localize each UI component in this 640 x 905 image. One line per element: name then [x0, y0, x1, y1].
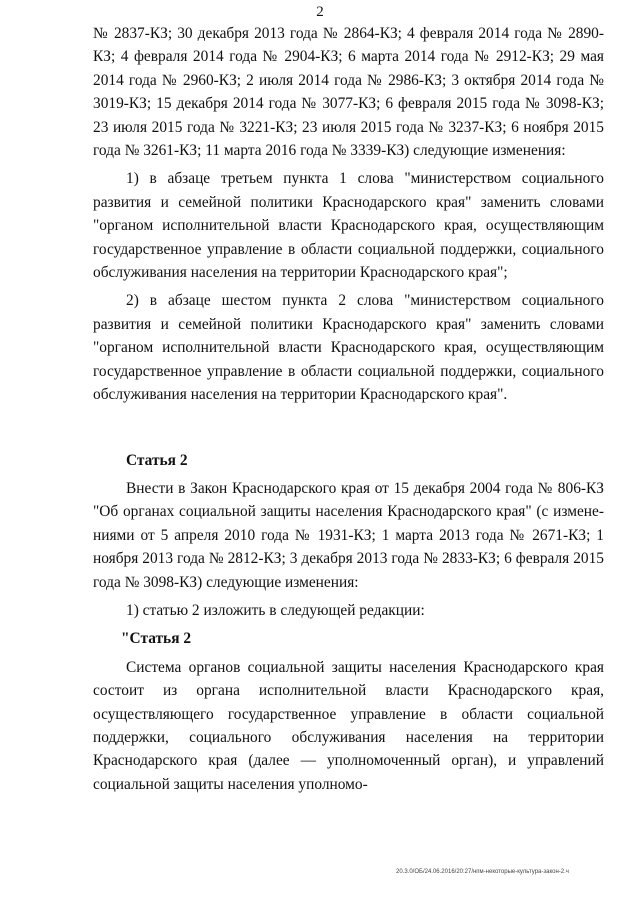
page-number: 2 [316, 4, 324, 20]
paragraph-item-1: 1) в абзаце третьем пункта 1 слова "министерством социального развития и семейной политики Краснодарского края" заменить словами "органом исполнительной власти Краснодарского края, осуществляющим государственное управление в области социальной поддержки, социального обслуживания населения на территории Краснодарского края"; [93, 170, 604, 282]
quoted-article-heading: "Статья 2 [121, 630, 192, 648]
paragraph-article-2-intro: Внести в Закон Краснодарского края от 15 декабря 2004 года № 806-КЗ "Об органах социальной защиты населения Краснодарского края" (с изменениями от 5 апреля 2010 года № 1931-КЗ; 1 марта 2013 года № 2671-КЗ; 1 ноября 2013 года № 2812-КЗ; 3 декабря 2013 года № 2833-КЗ; 6 февраля 2015 года № 3098-КЗ) следующие изменения: [93, 479, 604, 591]
paragraph-quoted-article-text: Система органов социальной защиты населения Краснодарского края состоит из органа исполнительной власти Краснодарского края, осуществляющего государственное управление в области социальной поддержки, социального обслуживания населения на территории Краснодарского края (далее — уполномоченный орган), и управлений социальной защиты населения уполномо- [93, 658, 604, 793]
footer-file-code: 20.3.0/ОБ/24.06.2016/20:27/нпм-некоторые-культура-закон-2.ч [396, 869, 569, 875]
document-body [93, 22, 604, 796]
paragraph-article-2-item-1: 1) статью 2 изложить в следующей редакции: [126, 601, 425, 619]
paragraph-item-2: 2) в абзаце шестом пункта 2 слова "министерством социального развития и семейной политики Краснодарского края" заменить словами "органом исполнительной власти Краснодарского края, осуществляющим государственное управление в области социальной поддержки, социального обслуживания населения на территории Краснодарского края". [93, 292, 604, 404]
article-2-heading: Статья 2 [126, 451, 188, 469]
paragraph-amendment-list: № 2837-КЗ; 30 декабря 2013 года № 2864-КЗ; 4 февраля 2014 года № 2890-КЗ; 4 февраля 2014 года № 2904-КЗ; 6 марта 2014 года № 2912-КЗ; 29 мая 2014 года № 2960-КЗ; 2 июля 2014 года № 2986-КЗ; 3 октября 2014 года № 3019-КЗ; 15 декабря 2014 года № 3077-КЗ; 6 февраля 2015 года № 3098-КЗ; 23 июля 2015 года № 3221-КЗ; 23 июля 2015 года № 3237-КЗ; 6 ноября 2015 года № 3261-КЗ; 11 марта 2016 года № 3339-КЗ) следующие изменения: [93, 25, 604, 160]
